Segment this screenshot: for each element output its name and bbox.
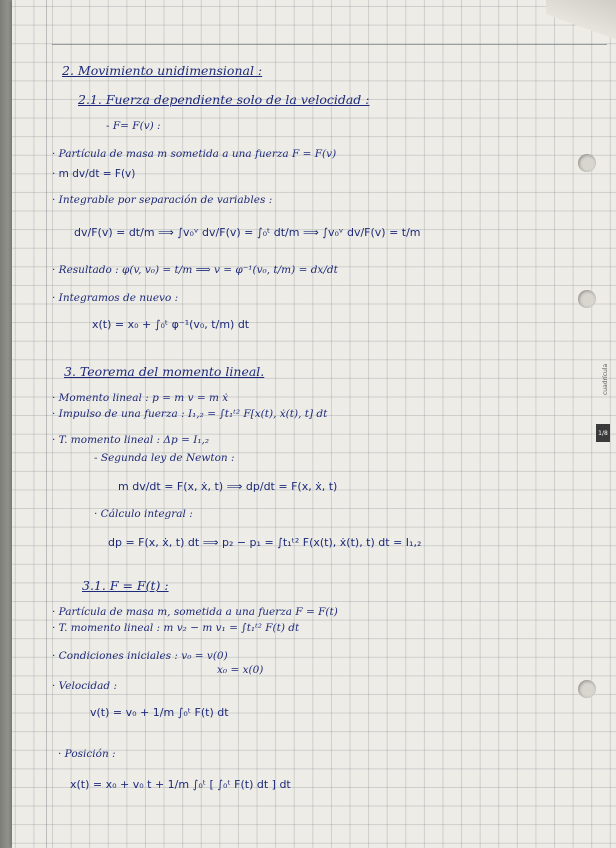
text-particle-ft: · Partícula de masa m, sometida a una fuerza F = F(t): [52, 606, 338, 618]
equation-velocity: v(t) = v₀ + 1/m ∫₀ᵗ F(t) dt: [90, 706, 229, 719]
folded-corner: [546, 0, 616, 40]
margin-line: [46, 0, 47, 848]
text-particle: · Partícula de masa m sometida a una fuerza F = F(v): [52, 148, 337, 160]
section-2-1-title: 2.1. Fuerza dependiente solo de la velocidad :: [78, 92, 370, 107]
punch-hole-top: [578, 154, 596, 172]
notebook-page: [12, 0, 616, 848]
section-3-1-title: 3.1. F = F(t) :: [82, 578, 169, 593]
text-newton-second-law: - Segunda ley de Newton :: [94, 452, 235, 464]
text-separation: · Integrable por separación de variables :: [52, 194, 273, 206]
top-rule: [52, 44, 607, 45]
equation-newton: m dv/dt = F(x, ẋ, t) ⟹ dp/dt = F(x, ẋ, t): [118, 480, 338, 493]
page-tag-text: cuadrícula: [602, 363, 609, 395]
page-tag: 1/8: [596, 424, 610, 442]
text-integral-calculation: · Cálculo integral :: [94, 508, 193, 520]
text-result: · Resultado : φ(v, v₀) = t/m ⟹ v = φ⁻¹(v₀, t/m) = dx/dt: [52, 264, 338, 276]
text-impulse: · Impulso de una fuerza : I₁,₂ = ∫t₁ᵗ² F[x(t), ẋ(t), t] dt: [52, 408, 328, 420]
text-velocity: · Velocidad :: [52, 680, 118, 692]
equation-position-ft: x(t) = x₀ + v₀ t + 1/m ∫₀ᵗ [ ∫₀ᵗ F(t) dt ] dt: [70, 778, 291, 791]
newton-eq: · m dv/dt = F(v): [52, 168, 136, 180]
text-linear-momentum: · Momento lineal : p = m v = m ẋ: [52, 392, 229, 404]
text-initial-x: x₀ = x(0): [217, 664, 264, 676]
equation-separation: dv/F(v) = dt/m ⟹ ∫v₀ᵛ dv/F(v) = ∫₀ᵗ dt/m ⟹ ∫v₀ᵛ dv/F(v) = t/m: [74, 226, 421, 239]
text-integrate-again: · Integramos de nuevo :: [52, 292, 179, 304]
equation-position: x(t) = x₀ + ∫₀ᵗ φ⁻¹(v₀, t/m) dt: [92, 318, 250, 331]
text-momentum-ft: · T. momento lineal : m v₂ − m v₁ = ∫t₁ᵗ² F(t) dt: [52, 622, 300, 634]
text-position: · Posición :: [58, 748, 116, 760]
section-3-title: 3. Teorema del momento lineal.: [64, 364, 265, 379]
text-momentum-theorem: · T. momento lineal : Δp = I₁,₂: [52, 434, 210, 446]
punch-hole-bottom: [578, 680, 596, 698]
punch-hole-middle: [578, 290, 596, 308]
case-f-of-v: - F= F(v) :: [106, 120, 161, 132]
text-initial-conditions: · Condiciones iniciales : v₀ = v(0): [52, 650, 228, 662]
equation-impulse: dp = F(x, ẋ, t) dt ⟹ p₂ − p₁ = ∫t₁ᵗ² F(x(t), ẋ(t), t) dt = I₁,₂: [108, 536, 422, 549]
section-2-title: 2. Movimiento unidimensional :: [62, 63, 263, 78]
